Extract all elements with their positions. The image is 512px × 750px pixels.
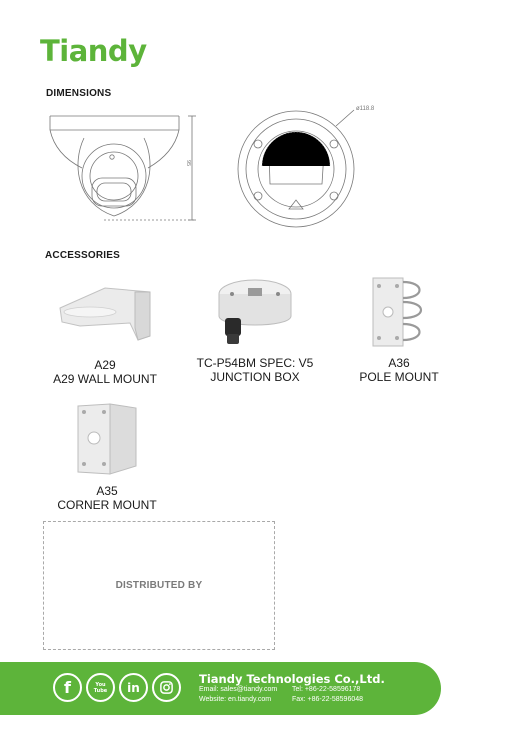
facebook-icon[interactable]: f [53, 673, 82, 702]
contact-tel: Tel: +86-22-58596178 [292, 686, 361, 693]
diameter-dimension-label: ø118.8 [356, 106, 375, 112]
height-dimension-label: 95 [185, 159, 192, 167]
company-name: Tiandy Technologies Co.,Ltd. [199, 672, 385, 686]
accessory-a35-name: CORNER MOUNT [57, 498, 157, 512]
accessory-a35 [42, 400, 172, 512]
wall-mount-image [50, 278, 160, 348]
accessory-junction-name: JUNCTION BOX [210, 370, 300, 384]
contact-website: Website: en.tiandy.com [199, 696, 272, 703]
distributor-box [43, 521, 275, 650]
accessory-a29-name: A29 WALL MOUNT [53, 372, 157, 386]
junction-box-image [210, 276, 300, 348]
youtube-icon-text: You Tube [93, 681, 108, 694]
accessory-junction-model: TC-P54BM SPEC: V5 [196, 356, 314, 370]
accessories-heading: ACCESSORIES [45, 250, 120, 261]
corner-mount-image [64, 400, 150, 476]
accessory-a35-model: A35 [96, 484, 118, 498]
instagram-glyph [159, 680, 174, 695]
camera-top-view-drawing [234, 104, 384, 234]
contact-email: Email: sales@tiandy.com [199, 686, 278, 693]
youtube-icon[interactable] [86, 673, 115, 702]
dimensions-heading: DIMENSIONS [46, 88, 112, 99]
contact-fax: Fax: +86-22-58596048 [292, 696, 364, 703]
instagram-icon[interactable] [152, 673, 181, 702]
accessory-junction-box [190, 276, 320, 384]
accessory-a36 [334, 272, 464, 384]
tiandy-logo: Tiandy [40, 34, 147, 68]
accessory-a36-model: A36 [388, 356, 410, 370]
pole-mount-image [359, 272, 439, 350]
camera-side-view-drawing [44, 108, 204, 233]
distributed-by-label: DISTRIBUTED BY [115, 580, 203, 591]
footer-bar [0, 662, 441, 715]
accessory-a36-name: POLE MOUNT [359, 370, 439, 384]
linkedin-icon[interactable]: in [119, 673, 148, 702]
accessory-a29 [40, 278, 170, 386]
accessory-a29-model: A29 [94, 358, 116, 372]
